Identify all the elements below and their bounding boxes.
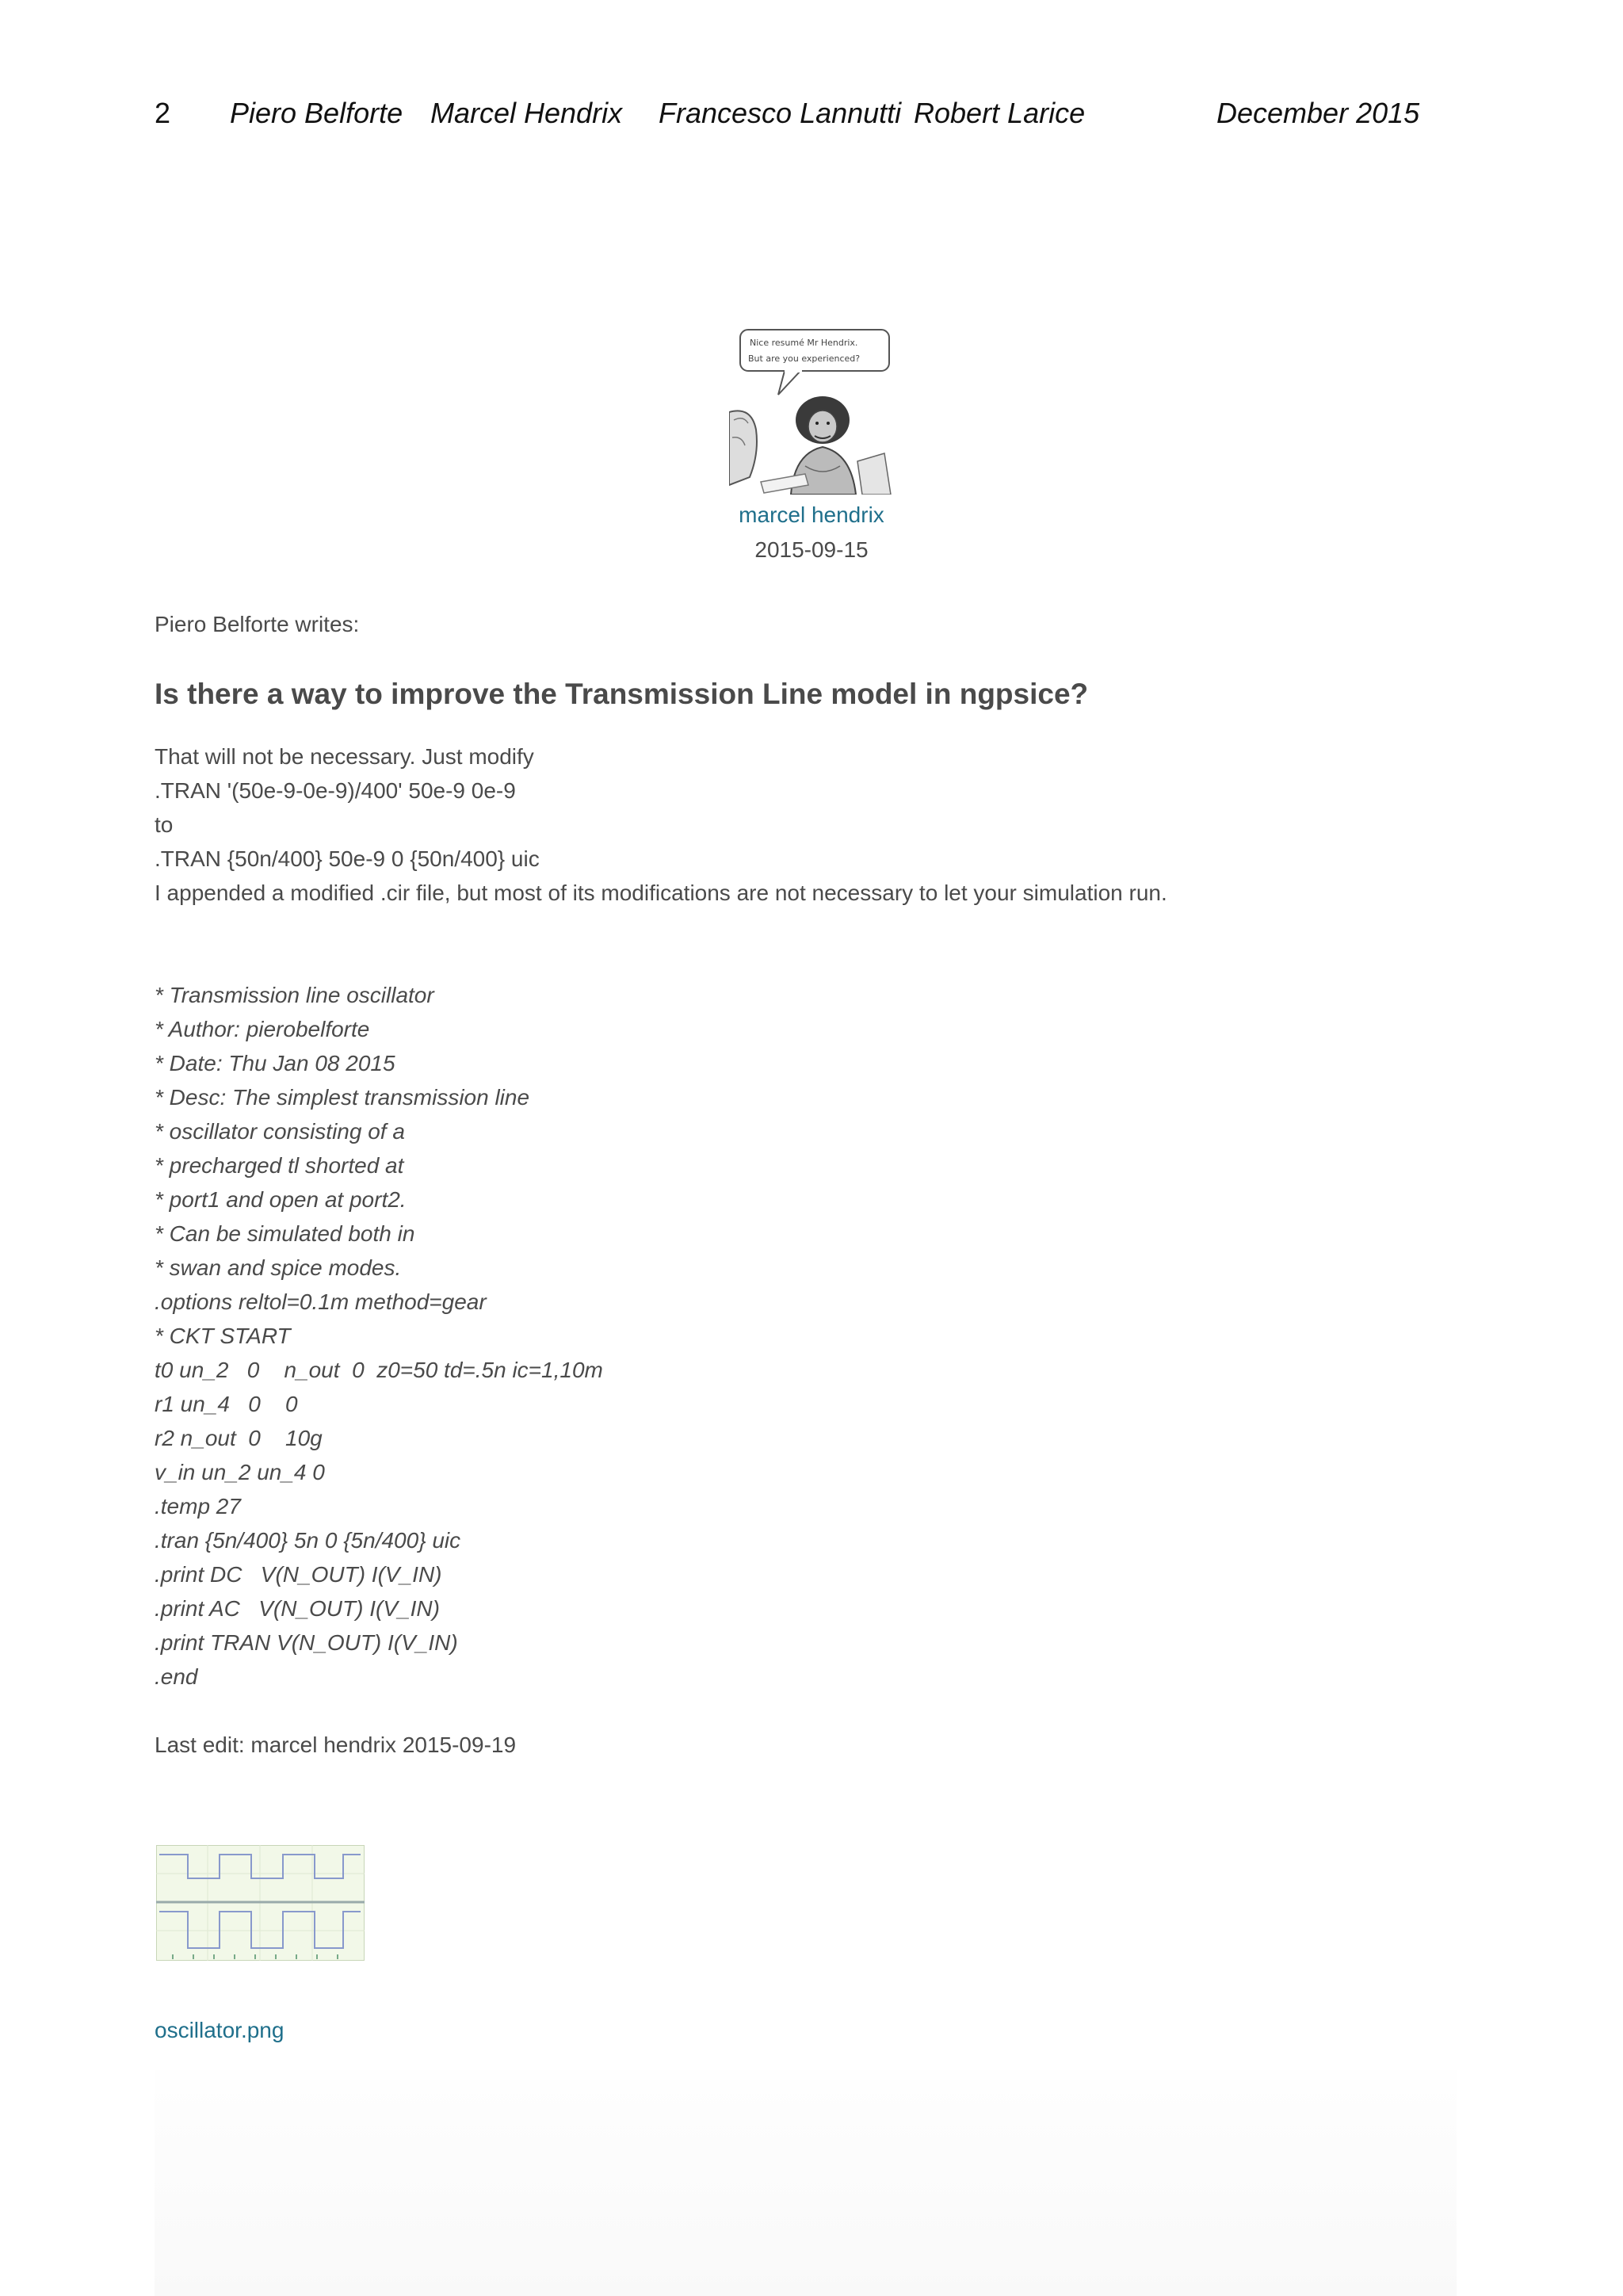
header-author: Piero Belforte [230, 97, 403, 129]
code-line: * Author: pierobelforte [155, 1017, 370, 1041]
header-author: Robert Larice [914, 97, 1086, 129]
netlist-code-block [155, 978, 1549, 1694]
post-content [155, 607, 1549, 1762]
page-number: 2 [155, 97, 171, 129]
code-line: .print DC V(N_OUT) I(V_IN) [155, 1562, 442, 1587]
header-date: December 2015 [1216, 97, 1420, 129]
code-line: * Transmission line oscillator [155, 983, 434, 1007]
speech-bubble-line: Nice resumé Mr Hendrix. [750, 338, 858, 348]
speech-bubble-line: But are you experienced? [748, 353, 861, 364]
body-line: That will not be necessary. Just modify [155, 744, 534, 769]
waveform-thumbnail-icon [156, 1845, 365, 1961]
page-footer-area [155, 2070, 1457, 2296]
code-line: .temp 27 [155, 1494, 241, 1519]
code-line: * swan and spice modes. [155, 1255, 402, 1280]
post-author-link[interactable]: marcel hendrix [739, 502, 884, 527]
attachment-thumbnail[interactable] [156, 1845, 365, 1961]
page-header [155, 97, 1623, 136]
attachment-link[interactable]: oscillator.png [155, 2018, 285, 2042]
code-line: .options reltol=0.1m method=gear [155, 1289, 487, 1314]
header-author: Marcel Hendrix [430, 97, 623, 129]
code-line: t0 un_2 0 n_out 0 z0=50 td=.5n ic=1,10m [155, 1358, 603, 1382]
body-line: .TRAN {50n/400} 50e-9 0 {50n/400} uic [155, 846, 540, 871]
post-date: 2015-09-15 [754, 537, 869, 562]
avatar [729, 327, 896, 495]
code-line: v_in un_2 un_4 0 [155, 1460, 325, 1484]
post-body [155, 739, 1549, 910]
code-line: * oscillator consisting of a [155, 1119, 405, 1144]
cartoon-avatar-icon [729, 327, 896, 495]
quote-intro: Piero Belforte writes: [155, 612, 360, 636]
body-line: I appended a modified .cir file, but most of its modifications are not necessary to let your simulation run. [155, 881, 1167, 905]
code-line: .tran {5n/400} 5n 0 {5n/400} uic [155, 1528, 461, 1553]
code-line: .end [155, 1664, 198, 1689]
code-line: * Desc: The simplest transmission line [155, 1085, 530, 1110]
header-author: Francesco Lannutti [659, 97, 902, 129]
body-line: .TRAN '(50e-9-0e-9)/400' 50e-9 0e-9 [155, 778, 516, 803]
code-line: * precharged tl shorted at [155, 1153, 404, 1178]
code-line: .print TRAN V(N_OUT) I(V_IN) [155, 1630, 458, 1655]
code-line: r1 un_4 0 0 [155, 1392, 298, 1416]
code-line: * Date: Thu Jan 08 2015 [155, 1051, 395, 1075]
code-line: .print AC V(N_OUT) I(V_IN) [155, 1596, 440, 1621]
code-line: r2 n_out 0 10g [155, 1426, 323, 1450]
code-line: * Can be simulated both in [155, 1221, 415, 1246]
code-line: * CKT START [155, 1324, 291, 1348]
body-line: to [155, 812, 174, 837]
post-title: Is there a way to improve the Transmission Line model in ngpsice? [155, 678, 1089, 710]
code-line: * port1 and open at port2. [155, 1187, 407, 1212]
last-edit-note: Last edit: marcel hendrix 2015-09-19 [155, 1733, 517, 1757]
